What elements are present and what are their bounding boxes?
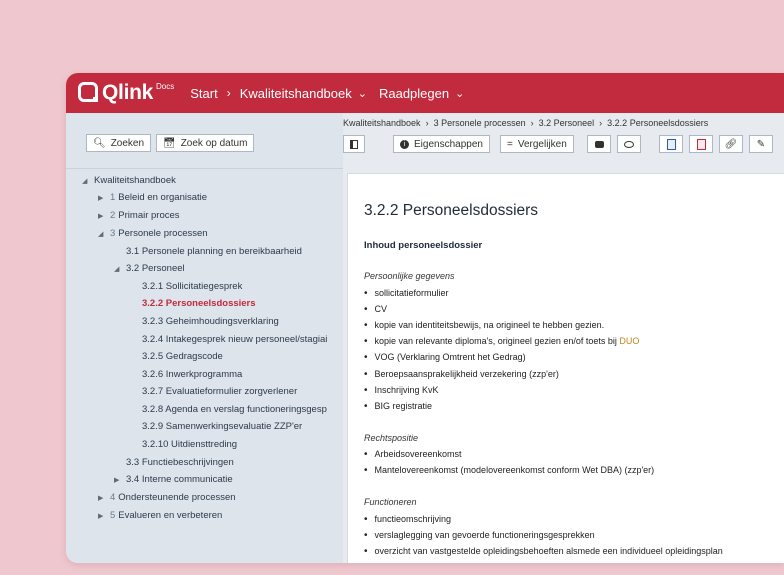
edit-button[interactable] bbox=[749, 135, 773, 153]
tree-item-3-1[interactable]: 3.1 Personele planning en bereikbaarheid bbox=[126, 246, 302, 257]
triangle-down-icon[interactable]: ◢ bbox=[82, 177, 88, 185]
tree-item-4[interactable]: ▶ 4 Ondersteunende processen bbox=[98, 492, 236, 503]
tree-item-3-2-2[interactable]: 3.2.2 Personeelsdossiers bbox=[142, 298, 256, 309]
chevron-right-icon: › bbox=[599, 118, 603, 128]
tree-item-1[interactable]: ▶ 1 Beleid en organisatie bbox=[98, 192, 208, 203]
pencil-icon: ✎ bbox=[756, 138, 766, 150]
list-item: • Mantelovereenkomst (modelovereenkomst conform Wet DBA) (zzp'er) bbox=[364, 465, 654, 476]
search-by-date-label: Zoek op datum bbox=[180, 137, 248, 149]
nav-consult[interactable]: Raadplegen bbox=[378, 85, 450, 101]
list-item: • VOG (Verklaring Omtrent het Gedrag) bbox=[364, 352, 526, 363]
triangle-right-icon[interactable]: ▶ bbox=[114, 476, 120, 484]
top-bar bbox=[66, 73, 784, 113]
tree-item-3-2[interactable]: ◢ 3.2 Personeel bbox=[114, 263, 185, 274]
page-title: 3.2.2 Personeelsdossiers bbox=[364, 202, 539, 219]
tree-item-3-2-5[interactable]: 3.2.5 Gedragscode bbox=[142, 351, 223, 362]
breadcrumb-item[interactable]: 3.2 Personeel bbox=[538, 118, 595, 128]
search-icon: 🔍︎ bbox=[93, 137, 106, 149]
tree-item-3-2-6[interactable]: 3.2.6 Inwerkprogramma bbox=[142, 369, 243, 380]
list-item: • sollicitatieformulier bbox=[364, 288, 449, 299]
triangle-right-icon[interactable]: ▶ bbox=[98, 212, 104, 220]
copy-link-button[interactable] bbox=[719, 135, 743, 153]
chevron-down-icon[interactable]: ⌄ bbox=[455, 87, 465, 100]
list-item: • Inschrijving KvK bbox=[364, 385, 439, 396]
tree-item-3-2-1[interactable]: 3.2.1 Sollicitatiegesprek bbox=[142, 281, 243, 292]
list-item: • overzicht van vastgestelde opleidingsbehoeften alsmede een individueel opleidingsplan bbox=[364, 546, 723, 557]
tree-item-3-4[interactable]: ▶ 3.4 Interne communicatie bbox=[114, 474, 233, 485]
qlink-logo-icon bbox=[78, 82, 98, 102]
export-word-button[interactable] bbox=[659, 135, 683, 153]
equals-icon: = bbox=[507, 138, 513, 150]
section-heading: Functioneren bbox=[364, 497, 417, 507]
breadcrumb-item[interactable]: Kwaliteitshandboek bbox=[343, 118, 421, 128]
info-icon: i bbox=[400, 140, 409, 149]
nav-handbook[interactable]: Kwaliteitshandboek bbox=[239, 85, 352, 101]
list-item: • BIG registratie bbox=[364, 401, 432, 412]
list-item: • CV bbox=[364, 304, 387, 315]
tree-item-3-2-8[interactable]: 3.2.8 Agenda en verslag functioneringsgesp bbox=[142, 404, 327, 415]
triangle-right-icon[interactable]: ▶ bbox=[98, 512, 104, 520]
compare-button[interactable] bbox=[500, 135, 574, 153]
chevron-right-icon: › bbox=[226, 86, 231, 100]
document-toolbar bbox=[343, 135, 784, 155]
top-nav bbox=[190, 86, 464, 101]
tree-item-3[interactable]: ◢ 3 Personele processen bbox=[98, 228, 208, 239]
triangle-right-icon[interactable]: ▶ bbox=[98, 494, 104, 502]
tree-item-5[interactable]: ▶ 5 Evalueren en verbeteren bbox=[98, 510, 223, 521]
breadcrumb-item[interactable]: 3 Personele processen bbox=[433, 118, 526, 128]
document-content bbox=[347, 173, 784, 563]
qlink-logo[interactable] bbox=[78, 81, 174, 105]
breadcrumb-item-current: 3.2.2 Personeelsdossiers bbox=[607, 118, 709, 128]
properties-label: Eigenschappen bbox=[414, 138, 483, 150]
sidebar bbox=[66, 113, 343, 563]
tree-item-3-2-3[interactable]: 3.2.3 Geheimhoudingsverklaring bbox=[142, 316, 279, 327]
search-button-label: Zoeken bbox=[110, 137, 145, 149]
toggle-panel-button[interactable] bbox=[343, 135, 365, 153]
pdf-icon bbox=[697, 139, 706, 150]
breadcrumb bbox=[343, 118, 708, 128]
nav-start[interactable]: Start bbox=[190, 85, 218, 101]
comment-icon bbox=[595, 141, 604, 148]
document-subtitle: Inhoud personeelsdossier bbox=[364, 240, 483, 251]
export-pdf-button[interactable] bbox=[689, 135, 713, 153]
main-panel bbox=[343, 113, 784, 563]
chevron-right-icon: › bbox=[425, 118, 429, 128]
tree-item-3-2-7[interactable]: 3.2.7 Evaluatieformulier zorgverlener bbox=[142, 386, 298, 397]
eye-icon bbox=[624, 141, 634, 148]
tree-item-3-2-10[interactable]: 3.2.10 Uitdiensttreding bbox=[142, 439, 238, 450]
chevron-right-icon: › bbox=[530, 118, 534, 128]
tree-item-3-3[interactable]: 3.3 Functiebeschrijvingen bbox=[126, 457, 234, 468]
triangle-down-icon[interactable]: ◢ bbox=[114, 265, 120, 273]
chevron-down-icon[interactable]: ⌄ bbox=[357, 87, 367, 100]
duo-link[interactable]: DUO bbox=[619, 336, 640, 346]
app-window bbox=[66, 73, 784, 563]
list-item: • verslaglegging van gevoerde functioneringsgesprekken bbox=[364, 530, 595, 541]
list-item: • Arbeidsovereenkomst bbox=[364, 449, 462, 460]
list-item: • functieomschrijving bbox=[364, 514, 451, 525]
triangle-down-icon[interactable]: ◢ bbox=[98, 230, 104, 238]
brand-name: Qlink bbox=[102, 81, 154, 104]
search-by-date-button[interactable] bbox=[156, 134, 254, 152]
view-button[interactable] bbox=[617, 135, 641, 153]
link-icon: 🔗︎ bbox=[724, 138, 738, 150]
word-icon bbox=[667, 139, 676, 150]
compare-label: Vergelijken bbox=[517, 138, 567, 150]
calendar-icon: 📅︎ bbox=[163, 137, 176, 149]
tree-item-3-2-4[interactable]: 3.2.4 Intakegesprek nieuw personeel/stagiai bbox=[142, 334, 328, 345]
brand-sub: Docs bbox=[156, 82, 175, 91]
tree-item-2[interactable]: ▶ 2 Primair proces bbox=[98, 210, 180, 221]
section-heading: Persoonlijke gegevens bbox=[364, 271, 455, 281]
properties-button[interactable] bbox=[393, 135, 490, 153]
search-button[interactable] bbox=[86, 134, 151, 152]
comment-button[interactable] bbox=[587, 135, 611, 153]
tree-item-3-2-9[interactable]: 3.2.9 Samenwerkingsevaluatie ZZP'er bbox=[142, 421, 303, 432]
triangle-right-icon[interactable]: ▶ bbox=[98, 194, 104, 202]
list-item: • kopie van identiteitsbewijs, na origineel te hebben gezien. bbox=[364, 320, 604, 331]
sidebar-header bbox=[66, 113, 343, 169]
section-heading: Rechtspositie bbox=[364, 433, 419, 443]
list-item: • Beroepsaansprakelijkheid verzekering (zzp'er) bbox=[364, 369, 559, 380]
panel-icon bbox=[350, 140, 358, 149]
tree-item-root[interactable]: ◢ Kwaliteitshandboek bbox=[82, 175, 176, 186]
list-item: • kopie van relevante diploma's, origineel gezien en/of toets bij DUO bbox=[364, 336, 639, 347]
